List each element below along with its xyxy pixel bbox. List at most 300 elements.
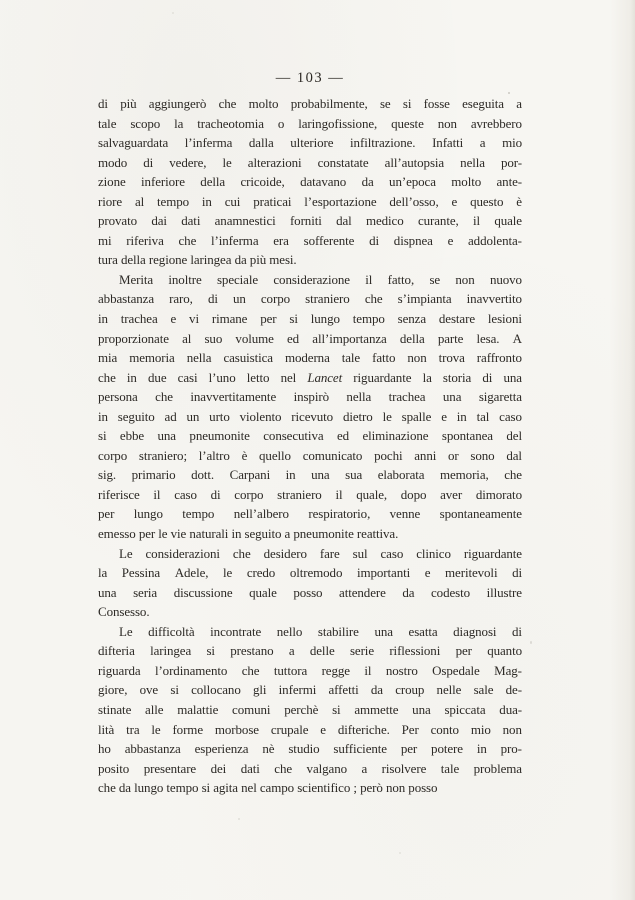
- word: al: [134, 193, 145, 209]
- word: a: [361, 760, 368, 776]
- word: dalla: [248, 135, 274, 151]
- word: illustre: [486, 584, 522, 600]
- word: credo: [246, 565, 276, 581]
- word: medico: [365, 213, 404, 229]
- word: Consesso.: [98, 604, 150, 620]
- word: sigaretta: [478, 389, 522, 405]
- text-line: [98, 622, 522, 642]
- word: tale: [440, 760, 460, 776]
- word: desidero: [263, 545, 307, 561]
- word: Carpani: [229, 467, 271, 483]
- word: dott.: [191, 467, 215, 483]
- word: all’importanza: [312, 330, 387, 346]
- word: a: [284, 526, 291, 542]
- word: Adele,: [174, 565, 209, 581]
- word: rimane: [211, 311, 248, 327]
- word: inspirò: [293, 389, 329, 405]
- word: non: [407, 350, 427, 366]
- italic-word: Lancet: [307, 369, 343, 385]
- text-line: [98, 270, 522, 290]
- word: e: [170, 311, 177, 327]
- word: dati: [240, 760, 260, 776]
- word: quale: [494, 213, 522, 229]
- text-block: [98, 94, 522, 798]
- text-line: [98, 211, 522, 231]
- word: che: [364, 291, 383, 307]
- word: le: [158, 526, 168, 542]
- word: parte: [437, 330, 464, 346]
- word: nuovo: [489, 271, 522, 287]
- word: ho: [98, 741, 111, 757]
- word: speciale: [216, 271, 259, 287]
- word: per: [455, 643, 472, 659]
- word: spalle: [401, 408, 432, 424]
- word: vi: [189, 311, 199, 327]
- text-line: [98, 759, 522, 779]
- word: ed: [287, 330, 300, 346]
- word: in: [285, 467, 296, 483]
- word: un: [186, 408, 200, 424]
- word: molto: [451, 174, 482, 190]
- word: or: [448, 447, 459, 463]
- word: problema: [473, 760, 522, 776]
- word: una: [157, 428, 176, 444]
- word: conto: [430, 721, 459, 737]
- word: violento: [239, 408, 282, 424]
- text-line: [98, 544, 522, 564]
- text-line: [98, 563, 522, 583]
- text-line: [98, 368, 522, 388]
- word: fosse: [423, 96, 450, 111]
- word: una: [374, 623, 393, 639]
- word: si: [289, 311, 298, 327]
- word: se: [429, 271, 441, 287]
- word: il: [335, 486, 343, 502]
- word: eseguita: [462, 96, 504, 111]
- word: è: [516, 193, 522, 209]
- word: Mag-: [494, 662, 522, 678]
- word: lungo: [133, 506, 163, 522]
- word: di: [369, 232, 380, 248]
- text-line: [98, 485, 522, 505]
- word: da: [234, 252, 247, 268]
- word: addolenta-: [468, 232, 522, 248]
- word: pneumonite: [189, 428, 250, 444]
- word: sale: [473, 682, 494, 698]
- word: Infatti: [432, 135, 464, 151]
- word: moderna: [284, 350, 330, 366]
- word: nostro: [385, 662, 418, 678]
- word: seria: [133, 584, 158, 600]
- word: Merita: [119, 271, 154, 287]
- word: proporzionate: [98, 330, 169, 346]
- word: spontanea: [441, 428, 493, 444]
- word: è: [241, 447, 248, 463]
- word: un: [232, 291, 246, 307]
- word: nello: [276, 623, 303, 639]
- word: morbose: [214, 721, 259, 737]
- word: clinico: [416, 545, 451, 561]
- word: senza: [397, 311, 427, 327]
- word: A: [512, 330, 522, 346]
- word: venne: [389, 506, 421, 522]
- word: forniti: [289, 213, 322, 229]
- text-line: [98, 739, 522, 759]
- text-line: [98, 153, 522, 173]
- word: aggiungerò: [148, 96, 207, 111]
- word: casuistica: [223, 350, 273, 366]
- word: e: [320, 721, 326, 737]
- word: non: [385, 780, 406, 796]
- text-line: [98, 250, 522, 270]
- word: una: [442, 389, 462, 405]
- word: l’inferma: [184, 135, 233, 151]
- word: e: [447, 232, 454, 248]
- word: per: [98, 506, 115, 522]
- word: memoria: [129, 350, 175, 366]
- text-line: [98, 426, 522, 446]
- word: riguarda: [98, 662, 141, 678]
- word: datavano: [300, 174, 347, 190]
- word: non: [455, 271, 475, 287]
- text-line: [98, 329, 522, 349]
- word: Per: [401, 721, 419, 737]
- word: corpo: [234, 486, 264, 502]
- word: laringea: [190, 252, 232, 268]
- word: eliminazione: [362, 428, 429, 444]
- word: urto: [209, 408, 230, 424]
- word: caso: [380, 545, 404, 561]
- text-line: [98, 504, 522, 524]
- word: codesto: [431, 584, 471, 600]
- page-number: — 103 —: [275, 70, 345, 86]
- word: Ospedale: [432, 662, 480, 678]
- word: il: [365, 271, 373, 287]
- word: potere: [431, 741, 463, 757]
- word: inferiore: [141, 174, 185, 190]
- word: una: [503, 369, 522, 385]
- word: un’epoca: [389, 174, 436, 190]
- word: trachea: [120, 311, 158, 327]
- word: collocano: [191, 682, 241, 698]
- word: laringofissione,: [298, 115, 378, 131]
- word: riguardante: [353, 369, 412, 385]
- word: stabilire: [317, 623, 359, 639]
- word: a: [479, 135, 486, 151]
- word: de-: [505, 682, 522, 698]
- word: delle: [309, 643, 335, 659]
- scan-speck: [172, 12, 174, 14]
- word: ad: [164, 408, 177, 424]
- word: della: [399, 330, 425, 346]
- word: caso: [499, 408, 522, 424]
- word: campo: [259, 780, 295, 796]
- word: scopo: [130, 115, 161, 131]
- word: gli: [252, 682, 267, 698]
- paragraph: [98, 270, 522, 544]
- word: anni: [414, 447, 437, 463]
- word: la: [174, 115, 184, 131]
- word: tempo: [182, 506, 215, 522]
- word: comunicato: [302, 447, 363, 463]
- word: e: [441, 408, 447, 424]
- word: si: [402, 96, 412, 111]
- text-line: [98, 661, 522, 681]
- word: lità: [98, 721, 115, 737]
- word: regge: [321, 662, 350, 678]
- word: dopo: [400, 486, 427, 502]
- text-line: [98, 465, 522, 485]
- word: posso: [408, 780, 438, 796]
- word: sono: [470, 447, 495, 463]
- word: agita: [213, 780, 238, 796]
- word: memoria,: [439, 467, 489, 483]
- word: corpo: [260, 291, 290, 307]
- word: pochi: [374, 447, 403, 463]
- word: spiccata: [444, 701, 486, 717]
- word: inavvertitamente: [190, 389, 277, 405]
- word: le: [151, 721, 161, 737]
- word: da: [370, 682, 383, 698]
- word: mia: [98, 350, 118, 366]
- word: una: [412, 701, 431, 717]
- word: nella: [346, 389, 372, 405]
- word: attendere: [339, 584, 386, 600]
- word: di: [512, 623, 522, 639]
- word: di: [143, 154, 154, 170]
- word: per: [260, 311, 277, 327]
- word: difteriche.: [337, 721, 390, 737]
- word: modo: [98, 154, 128, 170]
- word: dal: [506, 447, 522, 463]
- word: tra: [126, 721, 140, 737]
- word: crupale: [270, 721, 309, 737]
- word: perchè: [284, 701, 319, 717]
- word: esatta: [408, 623, 438, 639]
- word: molto: [248, 96, 279, 111]
- word: le: [222, 154, 232, 170]
- word: nell’albero: [233, 506, 289, 522]
- word: da: [118, 780, 131, 796]
- word: per: [138, 526, 156, 542]
- word: di: [512, 565, 522, 581]
- word: ulteriore: [290, 135, 334, 151]
- word: in: [231, 526, 242, 542]
- word: a: [288, 643, 295, 659]
- word: per: [400, 741, 418, 757]
- word: quale,: [356, 486, 388, 502]
- word: in: [456, 408, 467, 424]
- paragraph: [98, 622, 522, 798]
- word: trova: [438, 350, 465, 366]
- word: probabilmente,: [290, 96, 368, 111]
- word: malattie: [177, 701, 219, 717]
- word: del: [506, 428, 522, 444]
- word: respiratorio,: [308, 506, 371, 522]
- word: più: [120, 96, 137, 111]
- word: Pessina: [121, 565, 161, 581]
- word: infiltrazione.: [350, 135, 416, 151]
- word: tuttora: [273, 662, 308, 678]
- word: ricevuto: [291, 408, 334, 424]
- word: era: [273, 232, 289, 248]
- word: che: [218, 96, 237, 111]
- word: primario: [131, 467, 176, 483]
- word: a: [516, 96, 522, 111]
- word: nella: [460, 154, 485, 170]
- word: serie: [349, 643, 374, 659]
- word: in: [201, 193, 212, 209]
- word: di: [482, 369, 493, 385]
- word: ed: [336, 428, 350, 444]
- word: difteria: [98, 643, 135, 659]
- word: aver: [440, 486, 463, 502]
- word: ove: [139, 682, 159, 698]
- word: lesioni: [487, 311, 522, 327]
- word: infermi: [278, 682, 317, 698]
- word: sig.: [98, 467, 117, 483]
- word: che: [232, 545, 251, 561]
- word: le: [382, 408, 392, 424]
- word: mesi.: [269, 252, 297, 268]
- word: considerazione: [273, 271, 350, 287]
- word: vie: [170, 526, 187, 542]
- word: posso: [293, 584, 323, 600]
- scan-speck: [508, 92, 510, 94]
- word: naturali: [189, 526, 229, 542]
- word: croup: [395, 682, 425, 698]
- word: l’ordinamento: [154, 662, 228, 678]
- word: giore,: [98, 682, 128, 698]
- word: discussione: [173, 584, 233, 600]
- word: e: [451, 193, 458, 209]
- word: curante,: [417, 213, 459, 229]
- word: inoltre: [168, 271, 202, 287]
- word: nè: [262, 741, 275, 757]
- word: da: [361, 174, 374, 190]
- word: meritevoli: [445, 565, 498, 581]
- word: straniero: [305, 291, 350, 307]
- scan-speck: [419, 208, 421, 210]
- word: spontaneamente: [439, 506, 522, 522]
- word: sua: [345, 467, 363, 483]
- word: in: [98, 408, 108, 424]
- word: di: [207, 291, 218, 307]
- word: l’esportazione: [304, 193, 377, 209]
- text-line: [98, 641, 522, 661]
- word: una: [311, 467, 330, 483]
- word: alterazioni: [247, 154, 302, 170]
- word: sofferente: [303, 232, 355, 248]
- word: dell’osso,: [389, 193, 439, 209]
- text-line: [98, 583, 522, 603]
- word: praticai: [253, 193, 292, 209]
- word: fatto: [372, 350, 396, 366]
- word: al: [182, 330, 192, 346]
- word: che: [241, 662, 260, 678]
- word: caso: [174, 486, 197, 502]
- word: si: [332, 701, 341, 717]
- word: Le: [119, 623, 133, 639]
- word: posito: [98, 760, 130, 776]
- word: dimorato: [475, 486, 522, 502]
- scan-speck: [238, 818, 240, 820]
- word: tura: [98, 252, 118, 268]
- word: dispnea: [393, 232, 433, 248]
- word: raro,: [169, 291, 193, 307]
- word: nelle: [436, 682, 462, 698]
- word: lungo: [134, 780, 164, 796]
- word: incontrate: [210, 623, 262, 639]
- text-line: [98, 446, 522, 466]
- text-line: [98, 133, 522, 153]
- word: mio: [470, 721, 491, 737]
- word: lesa.: [476, 330, 500, 346]
- text-line: [98, 348, 522, 368]
- word: dei: [210, 760, 227, 776]
- word: presentare: [143, 760, 197, 776]
- word: anamnestici: [214, 213, 276, 229]
- word: trachea: [388, 389, 426, 405]
- word: valgano: [306, 760, 347, 776]
- word: seguito: [117, 408, 155, 424]
- word: reattiva.: [356, 526, 399, 542]
- word: abbastanza: [98, 291, 155, 307]
- word: persona: [98, 389, 138, 405]
- word: zione: [98, 174, 126, 190]
- word: pro-: [500, 741, 522, 757]
- word: cui: [224, 193, 241, 209]
- word: si: [201, 780, 211, 796]
- word: dal: [336, 213, 352, 229]
- word: la: [422, 369, 432, 385]
- word: elaborata: [377, 467, 425, 483]
- word: tempo: [166, 780, 199, 796]
- word: che: [274, 760, 293, 776]
- word: ammette: [354, 701, 399, 717]
- word: ante-: [496, 174, 522, 190]
- word: non: [502, 721, 522, 737]
- scan-speck: [530, 641, 532, 644]
- word: constatate: [317, 154, 369, 170]
- word: dati: [181, 213, 201, 229]
- word: pneumonite: [293, 526, 354, 542]
- word: abbastanza: [124, 741, 181, 757]
- word: il: [472, 213, 480, 229]
- text-line: [98, 778, 522, 798]
- text-line: [98, 387, 522, 407]
- word: letto: [246, 369, 270, 385]
- text-line: [98, 289, 522, 309]
- text-line: [98, 231, 522, 251]
- word: affetti: [328, 682, 359, 698]
- text-line: [98, 602, 522, 622]
- text-line: [98, 309, 522, 329]
- word: stinate: [98, 701, 132, 717]
- word: però: [360, 780, 383, 796]
- word: tal: [476, 408, 490, 424]
- word: di: [210, 486, 221, 502]
- word: questo: [470, 193, 504, 209]
- word: importanti: [356, 565, 411, 581]
- word: laringea: [150, 643, 192, 659]
- word: all’autopsia: [384, 154, 445, 170]
- word: consecutiva: [263, 428, 324, 444]
- word: seguito: [244, 526, 282, 542]
- word: che: [155, 389, 173, 405]
- word: se: [379, 96, 391, 111]
- word: in: [98, 311, 108, 327]
